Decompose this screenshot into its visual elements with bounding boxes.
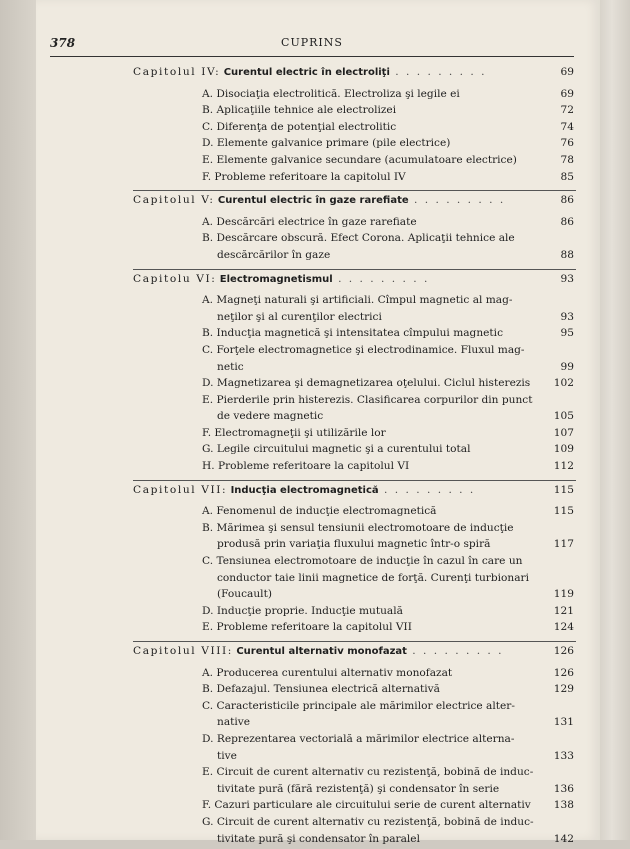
toc-entry-text: descărcărilor în gaze [217,248,331,261]
chapter-title: Curentul electric în gaze rarefiate [217,195,409,207]
toc-entry-text: C. Caracteristicile principale ale mărimilor electrice alter- [202,699,515,712]
chapter-separator [0,477,630,484]
chapter-heading [0,273,630,290]
toc-entry [0,750,630,767]
toc-entry [0,249,630,266]
toc-entry-text: B. Defazajul. Tensiunea electrică alternativă [202,683,440,696]
chapter-page: 115 [553,483,574,496]
toc-entry-page: 86 [560,215,574,228]
toc-entry-page: 115 [553,505,574,518]
toc-entry-page: 102 [553,377,574,390]
toc-entry-page: 85 [560,170,574,183]
toc-entry-page: 88 [560,248,574,261]
toc-entry-text: B. Inducţia magnetică şi intensitatea cîmpului magnetic [202,327,504,340]
toc-entry-text: E. Circuit de curent alternativ cu rezistenţă, bobină de induc- [202,766,534,779]
toc-entry-text: G. Circuit de curent alternativ cu rezistenţă, bobină de induc- [202,815,534,828]
toc-entry [0,88,630,105]
toc-entry-page: 69 [560,87,574,100]
toc-entry-text: tivitate pură (fără rezistenţă) şi condensator în serie [217,782,500,795]
toc-entry-text: E. Probleme referitoare la capitolul VII [202,621,412,634]
toc-entry-text: D. Inducţie proprie. Inducţie mutuală [202,604,403,617]
chapter-label: Capitolu VI: [133,272,217,285]
toc-entry-text: H. Probleme referitoare la capitolul VI [202,460,410,473]
toc-entry-page: 126 [553,666,574,679]
toc-entry [0,460,630,477]
toc-entry [0,327,630,344]
toc-entry [0,137,630,154]
leader-dots: . . . . . . . . . [332,272,430,285]
toc-entry-text: B. Descărcare obscură. Efect Corona. Aplicaţii tehnice ale [202,232,515,245]
chapter-heading-text [133,273,429,285]
toc-entry-page: 117 [553,538,574,551]
toc-entry [0,427,630,444]
toc-entry-page: 112 [553,460,574,473]
toc-entry-text: A. Disociaţia electrolitică. Electroliza şi legile ei [202,87,460,100]
chapter-page: 69 [560,66,574,78]
toc-entry-text: E. Pierderile prin histerezis. Clasificarea corpurilor din punct [202,393,533,406]
toc-entry [0,766,630,783]
toc-entry-text: tivitate pură şi condensator în paralel [217,832,420,845]
toc-entry-text: C. Tensiunea electromotoare de inducţie în cazul în care un [202,555,523,568]
toc-entry [0,443,630,460]
chapter-heading [0,66,630,83]
toc-entry-text: tive [217,749,237,762]
toc-entry [0,361,630,378]
chapter-title: Curentul alternativ monofazat [236,646,407,657]
chapter-heading-text [133,484,475,496]
toc-entry-text: native [217,716,251,729]
toc-entry-page: 129 [553,683,574,696]
toc-entry-text: F. Probleme referitoare la capitolul IV [202,170,406,183]
toc-entry-page: 76 [560,137,574,150]
leader-dots: . . . . . . . . . [406,645,504,657]
toc-entry-page: 124 [553,621,574,634]
leader-dots: . . . . . . . . . [408,194,506,207]
toc-chapter [0,645,630,849]
toc-entry [0,216,630,233]
header-title: CUPRINS [281,36,343,49]
toc-entry [0,394,630,411]
toc-entry [0,605,630,622]
toc-entry-page: 133 [553,749,574,762]
toc-entry [0,572,630,589]
toc-entry-page: 136 [553,782,574,795]
toc-entry-text: C. Forţele electromagnetice şi electrodinamice. Fluxul mag- [202,343,525,356]
toc-entry-text: produsă prin variaţia fluxului magnetic într-o spiră [217,538,491,551]
toc-entry [0,104,630,121]
toc-entry-text: B. Aplicaţiile tehnice ale electrolizei [202,104,397,117]
toc-entry [0,700,630,717]
toc-entry-page: 109 [553,443,574,456]
toc-entry-page: 119 [553,588,574,601]
toc-entry-page: 74 [560,120,574,133]
toc-entry-text: D. Reprezentarea vectorială a mărimilor electrice alterna- [202,732,515,745]
toc-entry [0,154,630,171]
toc-entry [0,588,630,605]
toc-entry-text: A. Fenomenul de inducţie electromagnetică [202,505,437,518]
chapter-label: Capitolul VII: [133,483,228,496]
toc-entry-text: (Foucault) [217,588,272,601]
toc-entry [0,505,630,522]
toc-entry-page: 78 [560,153,574,166]
toc-entry-page: 142 [553,832,574,845]
toc-entry-text: F. Electromagneţii şi utilizările lor [202,426,386,439]
chapter-heading-text [133,194,505,206]
chapter-label: Capitolul VIII: [133,645,233,657]
toc-entry-page: 107 [553,426,574,439]
toc-entry-text: G. Legile circuitului magnetic şi a curentului total [202,443,471,456]
leader-dots: . . . . . . . . . [389,66,487,78]
toc-entry-text: E. Elemente galvanice secundare (acumulatoare electrice) [202,153,517,166]
toc-entry-text: neţilor şi al curenţilor electrici [217,310,382,323]
toc-entry [0,799,630,816]
toc-entry-page: 105 [553,410,574,423]
chapter-page: 86 [560,194,574,207]
chapter-title: Curentul electric în electroliţi [223,67,390,78]
chapter-page: 126 [553,645,574,657]
toc-entry [0,171,630,188]
toc-entry-page: 93 [560,310,574,323]
toc-entry-text: A. Descărcări electrice în gaze rarefiate [202,215,417,228]
toc-entry-text: A. Magneţi naturali şi artificiali. Cîmpul magnetic al mag- [202,294,513,307]
toc-entry-text: de vedere magnetic [217,410,324,423]
toc-entry [0,683,630,700]
chapter-separator [0,187,630,194]
toc-entry [0,783,630,800]
toc-entry [0,621,630,638]
toc-chapter [0,194,630,265]
toc-entry-text: D. Magnetizarea şi demagnetizarea oţelului. Ciclul histerezis [202,377,531,390]
chapter-separator [0,266,630,273]
toc-entry [0,522,630,539]
toc-entry-text: B. Mărimea şi sensul tensiunii electromotoare de inducţie [202,521,514,534]
toc-entry [0,816,630,833]
toc-entry-text: D. Elemente galvanice primare (pile electrice) [202,137,451,150]
toc-entry-text: netic [217,360,244,373]
toc-entry [0,538,630,555]
toc-entry-page: 131 [553,716,574,729]
toc-entry-page: 138 [553,799,574,812]
chapter-heading-text [133,66,487,78]
toc-chapter [0,484,630,638]
toc-entry-page: 121 [553,604,574,617]
leader-dots: . . . . . . . . . [378,483,476,496]
table-of-contents [0,66,630,849]
chapter-title: Inducţia electromagnetică [230,484,379,496]
toc-entry [0,733,630,750]
toc-chapter [0,66,630,187]
chapter-label: Capitolul IV: [133,66,221,78]
toc-entry-text: C. Diferenţa de potenţial electrolitic [202,120,397,133]
toc-entry [0,833,630,849]
chapter-heading [0,194,630,211]
toc-entry [0,410,630,427]
toc-entry [0,716,630,733]
chapter-heading [0,645,630,662]
toc-entry [0,311,630,328]
header-rule [50,56,574,57]
chapter-title: Electromagnetismul [219,273,333,285]
toc-entry [0,667,630,684]
toc-chapter [0,273,630,477]
toc-entry-page: 99 [560,360,574,373]
toc-entry-page: 72 [560,104,574,117]
chapter-separator [0,638,630,645]
chapter-label: Capitolul V: [133,194,215,207]
toc-entry-page: 95 [560,327,574,340]
chapter-heading-text [133,645,504,657]
toc-entry-text: F. Cazuri particulare ale circuitului serie de curent alternativ [202,799,531,812]
toc-entry [0,555,630,572]
toc-entry [0,294,630,311]
chapter-heading [0,484,630,501]
toc-entry [0,121,630,138]
toc-entry-text: A. Producerea curentului alternativ monofazat [202,666,453,679]
toc-entry [0,377,630,394]
toc-entry [0,344,630,361]
chapter-page: 93 [560,272,574,285]
toc-entry [0,232,630,249]
toc-entry-text: conductor taie linii magnetice de forţă. Curenţi turbionari [217,571,529,584]
page-number: 378 [50,36,76,50]
